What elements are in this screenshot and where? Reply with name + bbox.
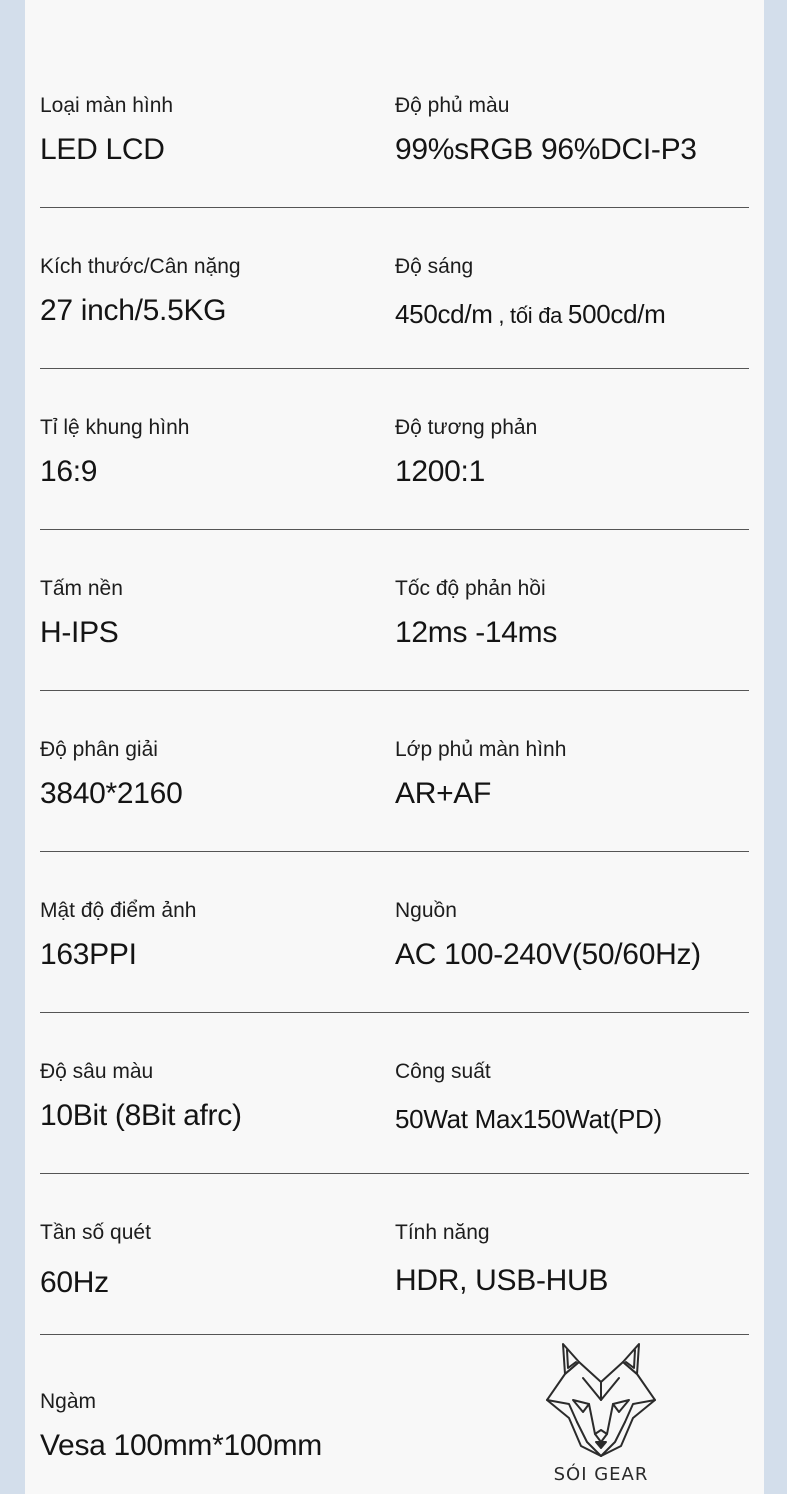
spec-label: Tần số quét bbox=[40, 1221, 151, 1244]
spec-value: 16:9 bbox=[40, 455, 98, 488]
spec-value: 27 inch/5.5KG bbox=[40, 294, 227, 327]
spec-label: Độ tương phản bbox=[395, 416, 538, 439]
spec-value: 10Bit (8Bit afrc) bbox=[40, 1099, 242, 1132]
spec-value: Vesa 100mm*100mm bbox=[40, 1429, 323, 1462]
spec-label: Loại màn hình bbox=[40, 94, 174, 117]
spec-label: Độ sâu màu bbox=[40, 1060, 154, 1083]
row-divider bbox=[40, 529, 749, 530]
spec-value: 163PPI bbox=[40, 938, 137, 971]
spec-label: Tỉ lệ khung hình bbox=[40, 416, 190, 439]
spec-label: Tính năng bbox=[395, 1221, 490, 1244]
brightness-typical: 450cd/m bbox=[395, 299, 493, 329]
row-divider bbox=[40, 1012, 749, 1013]
spec-value bbox=[395, 296, 666, 334]
spec-value: HDR, USB-HUB bbox=[395, 1264, 609, 1297]
spec-value: 99%sRGB 96%DCI-P3 bbox=[395, 133, 697, 166]
spec-label: Nguồn bbox=[395, 899, 457, 922]
spec-label: Công suất bbox=[395, 1060, 491, 1083]
spec-label: Tấm nền bbox=[40, 577, 123, 600]
spec-label: Tốc độ phản hồi bbox=[395, 577, 546, 600]
spec-label: Độ phủ màu bbox=[395, 94, 510, 117]
row-divider bbox=[40, 690, 749, 691]
brightness-separator: , tối đa bbox=[492, 303, 568, 328]
row-divider bbox=[40, 207, 749, 208]
wolf-head-icon bbox=[543, 1338, 659, 1464]
spec-value: H-IPS bbox=[40, 616, 119, 649]
spec-value: AR+AF bbox=[395, 777, 492, 810]
row-divider bbox=[40, 1173, 749, 1174]
row-divider bbox=[40, 368, 749, 369]
row-divider bbox=[40, 1334, 749, 1335]
spec-label: Lớp phủ màn hình bbox=[395, 738, 567, 761]
spec-value: 1200:1 bbox=[395, 455, 485, 488]
spec-label: Mật độ điểm ảnh bbox=[40, 899, 197, 922]
row-divider bbox=[40, 851, 749, 852]
spec-label: Độ phân giải bbox=[40, 738, 158, 761]
spec-value: 3840*2160 bbox=[40, 777, 183, 810]
spec-value: LED LCD bbox=[40, 133, 165, 166]
spec-label: Ngàm bbox=[40, 1390, 97, 1413]
brand-name: SÓI GEAR bbox=[553, 1464, 649, 1485]
spec-value: 50Wat Max150Wat(PD) bbox=[395, 1104, 662, 1134]
spec-sheet bbox=[25, 0, 764, 1494]
brand-logo bbox=[543, 1338, 659, 1488]
spec-label: Kích thước/Cân nặng bbox=[40, 255, 241, 278]
spec-label: Độ sáng bbox=[395, 255, 474, 278]
spec-value: AC 100-240V(50/60Hz) bbox=[395, 938, 701, 971]
spec-value: 12ms -14ms bbox=[395, 616, 558, 649]
brightness-max: 500cd/m bbox=[567, 299, 666, 329]
spec-value: 60Hz bbox=[40, 1266, 109, 1299]
